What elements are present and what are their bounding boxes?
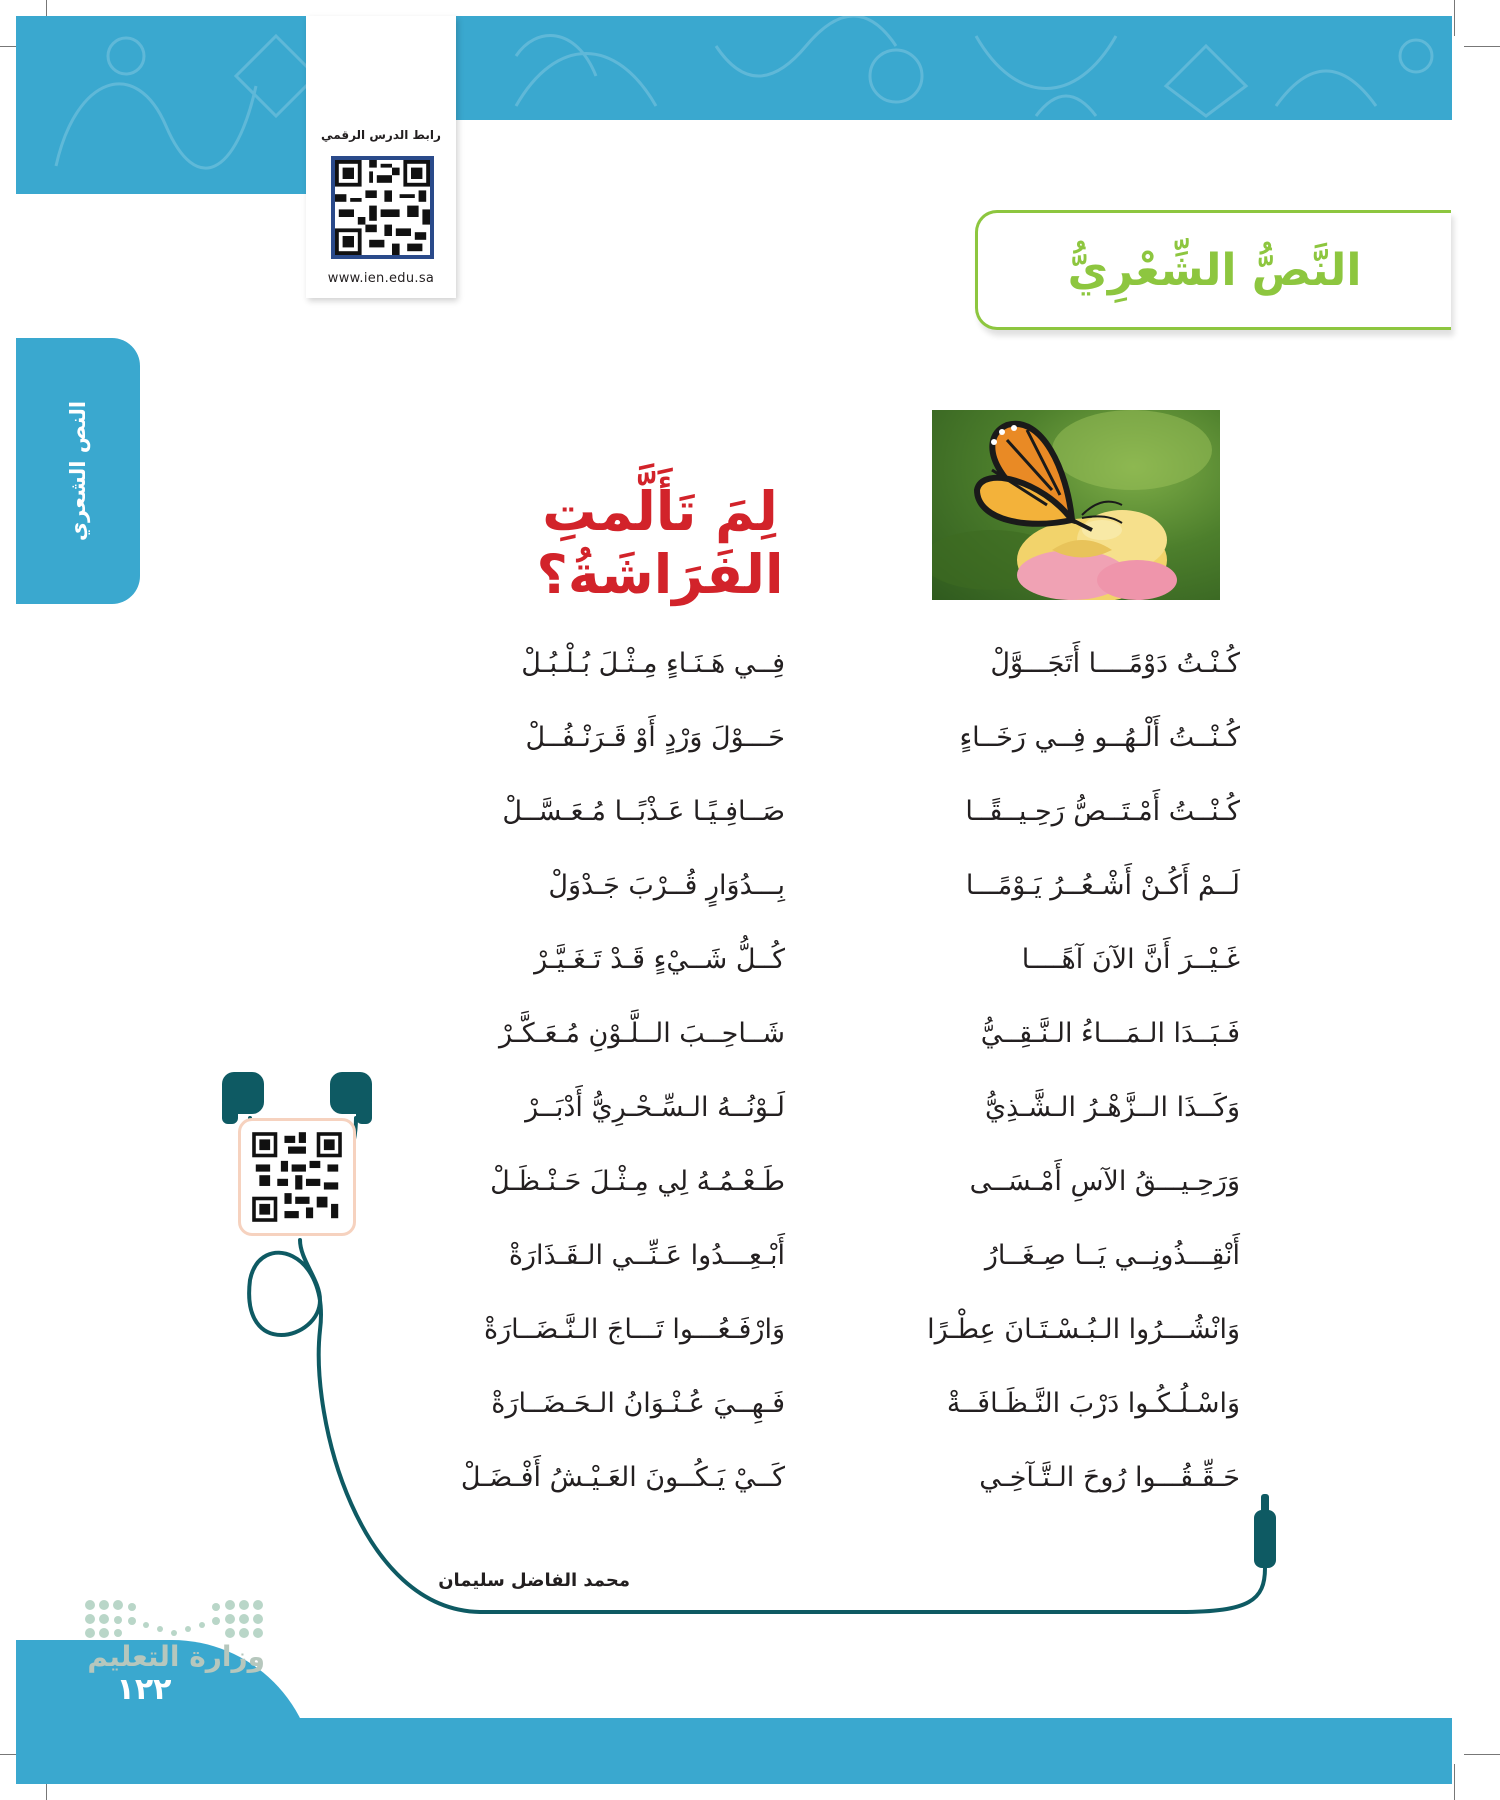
verse-hemistich-first: كُـنْــتُ أَمْـتَــصُّ رَحِـيــقًــا bbox=[965, 796, 1240, 827]
verse-hemistich-first: غَـيْــرَ أَنَّ الآنَ آهًــــا bbox=[1021, 944, 1240, 975]
verse-hemistich-first: حَـقِّـقُـــوا رُوحَ الـتَّـآخِـي bbox=[979, 1462, 1240, 1493]
verse-hemistich-first: لَــمْ أَكُـنْ أَشْـعُــرُ يَـوْمًـــا bbox=[965, 870, 1240, 901]
section-title: النَّصُّ الشِّعْرِيُّ bbox=[1067, 244, 1362, 296]
verse-hemistich-first: وَاسْـلُـكُـوا دَرْبَ النَّـظَـافَــةْ bbox=[946, 1388, 1240, 1419]
verse-hemistich-second: بِـــدُوَارٍ قُــرْبَ جَـدْوَلْ bbox=[548, 870, 785, 901]
verse-hemistich-first: كُـنْـتُ دَوْمًــــا أَتَجَـــوَّلْ bbox=[990, 648, 1240, 679]
verse-hemistich-first: أَنْقِـــذُونِــي يَــا صِـغَــارُ bbox=[984, 1240, 1240, 1271]
verse-hemistich-first: كُـنْــتُ أَلْـهُــو فِــي رَخَــاءٍ bbox=[959, 722, 1240, 753]
verse-hemistich-second: حَـــوْلَ وَرْدٍ أَوْ قَـرَنْـفُــلْ bbox=[525, 722, 785, 753]
verse-hemistich-second: لَـوْنُــهُ الـسِّـحْـرِيُّ أَدْبَــرْ bbox=[525, 1092, 785, 1123]
crop-mark bbox=[1464, 1754, 1500, 1755]
butterfly-illustration bbox=[932, 410, 1220, 600]
verse-hemistich-first: وَانْشُـــرُوا الـبُـسْـتَـانَ عِطْـرًا bbox=[927, 1314, 1240, 1345]
verse-hemistich-second: شَــاحِــبَ الــلَّـوْنِ مُـعَـكَّـرْ bbox=[498, 1018, 785, 1049]
verse-hemistich-second: كُــلُّ شَــيْءٍ قَـدْ تَـغَـيَّـرْ bbox=[534, 944, 785, 975]
verse-hemistich-first: فَـبَــدَا الـمَـــاءُ الـنَّـقِــيُّ bbox=[980, 1018, 1240, 1049]
digital-lesson-qr-card[interactable] bbox=[306, 16, 456, 298]
qr-code-icon[interactable] bbox=[331, 156, 434, 259]
audio-qr-code-icon[interactable] bbox=[238, 1118, 356, 1236]
poem-author: محمد الفاضل سليمان bbox=[438, 1570, 630, 1591]
verse-hemistich-second: كَــيْ يَـكُــونَ العَـيْـشُ أَفْـضَـلْ bbox=[460, 1462, 785, 1493]
qr-label: رابط الدرس الرقمي bbox=[321, 128, 441, 142]
bottom-band bbox=[16, 1718, 1452, 1784]
verse-hemistich-second: طَـعْـمُـهُ لِي مِـثْـلَ حَـنْـظَـلْ bbox=[490, 1166, 785, 1197]
verse-hemistich-second: فِــي هَـنَـاءٍ مِـثْـلَ بُـلْـبُـلْ bbox=[521, 648, 785, 679]
verse-hemistich-second: وَارْفَـعُـــوا تَـــاجَ الـنَّـضَــارَةْ bbox=[483, 1314, 785, 1345]
page-number: ١٢٢ bbox=[116, 1672, 172, 1707]
crop-mark bbox=[1464, 46, 1500, 47]
butterfly-photo bbox=[932, 410, 1220, 600]
side-tab-label: النص الشعري bbox=[66, 400, 90, 542]
poem-title: لِمَ تَأَلَّمتِ الفَرَاشَةُ؟ bbox=[536, 480, 784, 606]
crop-mark bbox=[1454, 0, 1455, 36]
side-tab bbox=[16, 338, 140, 604]
verse-hemistich-first: وَكَــذَا الــزَّهْـرُ الـشَّـذِيُّ bbox=[985, 1092, 1240, 1123]
verse-hemistich-second: أَبْـعِـــدُوا عَـنِّــي الـقَـذَارَةْ bbox=[508, 1240, 785, 1271]
qr-code-pattern bbox=[335, 160, 430, 255]
verse-hemistich-first: وَرَحِـيـــقُ الآسِ أَمْـسَــى bbox=[969, 1166, 1240, 1197]
verse-hemistich-second: صَــافِـيًـا عَـذْبًــا مُـعَـسَّــلْ bbox=[502, 796, 785, 827]
banner-calligraphy-pattern bbox=[16, 16, 1452, 194]
verse-hemistich-second: فَـهِــيَ عُـنْـوَانُ الـحَـضَــارَةْ bbox=[491, 1388, 785, 1419]
crop-mark bbox=[1454, 1764, 1455, 1800]
audio-qr-pattern bbox=[241, 1121, 353, 1233]
section-title-box bbox=[975, 210, 1451, 330]
qr-url[interactable]: www.ien.edu.sa bbox=[327, 271, 435, 286]
ministry-name: وزارة التعليم bbox=[87, 1640, 265, 1673]
